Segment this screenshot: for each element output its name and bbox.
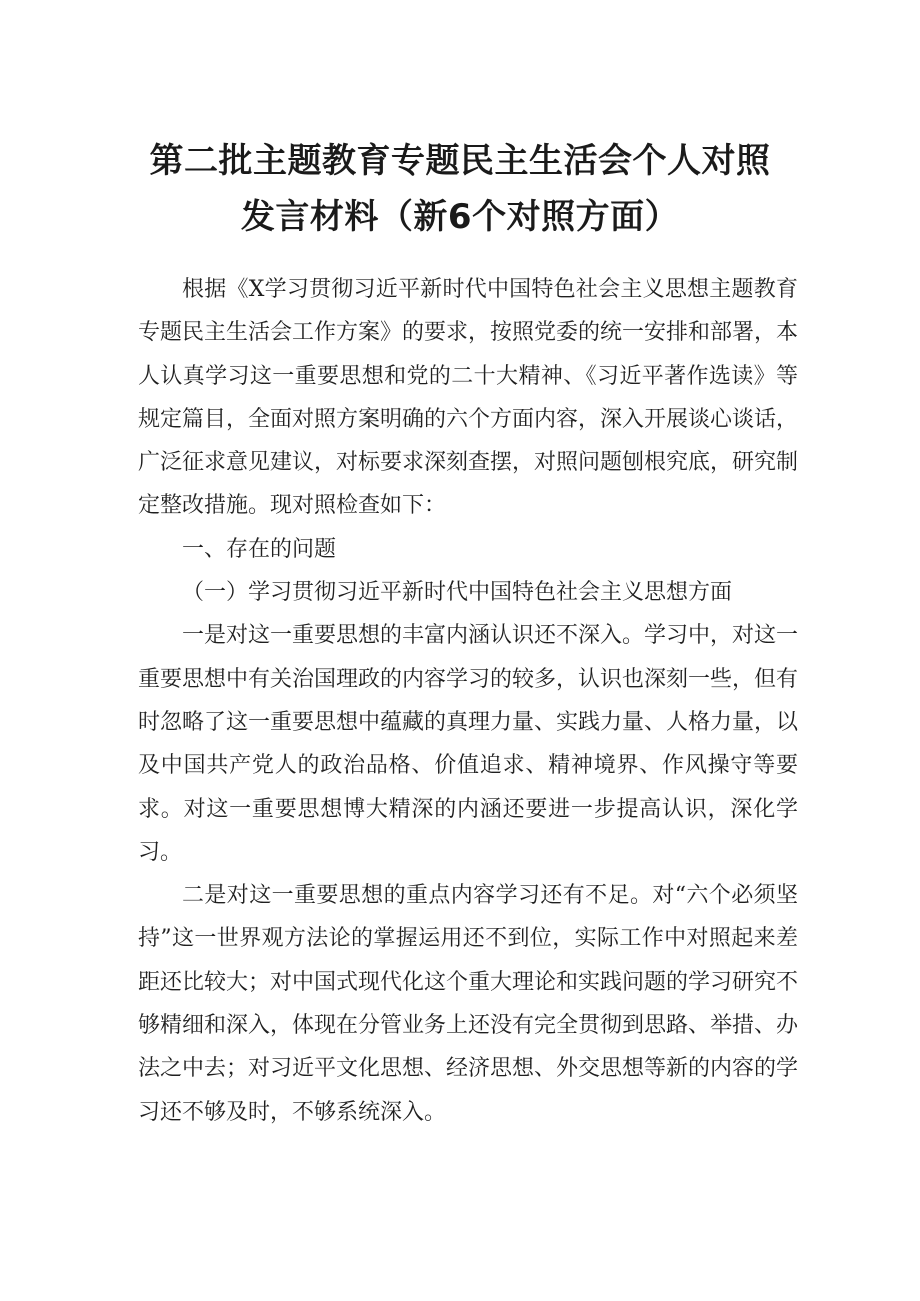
document-body <box>138 268 798 1134</box>
document-title-line-2: 发言材料（新6个对照方面） <box>240 197 680 237</box>
body-paragraph-first-issue: 一是对这一重要思想的丰富内涵认识还不深入。学习中，对这一重要思想中有关治国理政的内容学习的较多，认识也深刻一些，但有时忽略了这一重要思想中蕴藏的真理力量、实践力量、人格力量，以及中国共产党人的政治品格、价值追求、精神境界、作风操守等要求。对这一重要思想博大精深的内涵还要进一步提高认识，深化学习。 <box>138 623 799 865</box>
intro-paragraph: 根据《X学习贯彻习近平新时代中国特色社会主义思想主题教育专题民主生活会工作方案》的要求，按照党委的统一安排和部署，本人认真学习这一重要思想和党的二十大精神、《习近平著作选读》等规定篇目，全面对照方案明确的六个方面内容，深入开展谈心谈话，广泛征求意见建议，对标要求深刻查摆，对照问题刨根究底，研究制定整改措施。现对照检查如下： <box>138 277 799 519</box>
body-paragraph-second-issue: 二是对这一重要思想的重点内容学习还有不足。对“六个必须坚持”这一世界观方法论的掌握运用还不到位，实际工作中对照起来差距还比较大；对中国式现代化这个重大理论和实践问题的学习研究不够精细和深入，体现在分管业务上还没有完全贯彻到思路、举措、办法之中去；对习近平文化思想、经济思想、外交思想等新的内容的学习还不够及时，不够系统深入。 <box>138 883 799 1125</box>
document-title-line-1: 第二批主题教育专题民主生活会个人对照 <box>149 141 771 181</box>
subsection-heading: （一）学习贯彻习近平新时代中国特色社会主义思想方面 <box>182 580 733 606</box>
section-heading: 一、存在的问题 <box>182 536 337 562</box>
